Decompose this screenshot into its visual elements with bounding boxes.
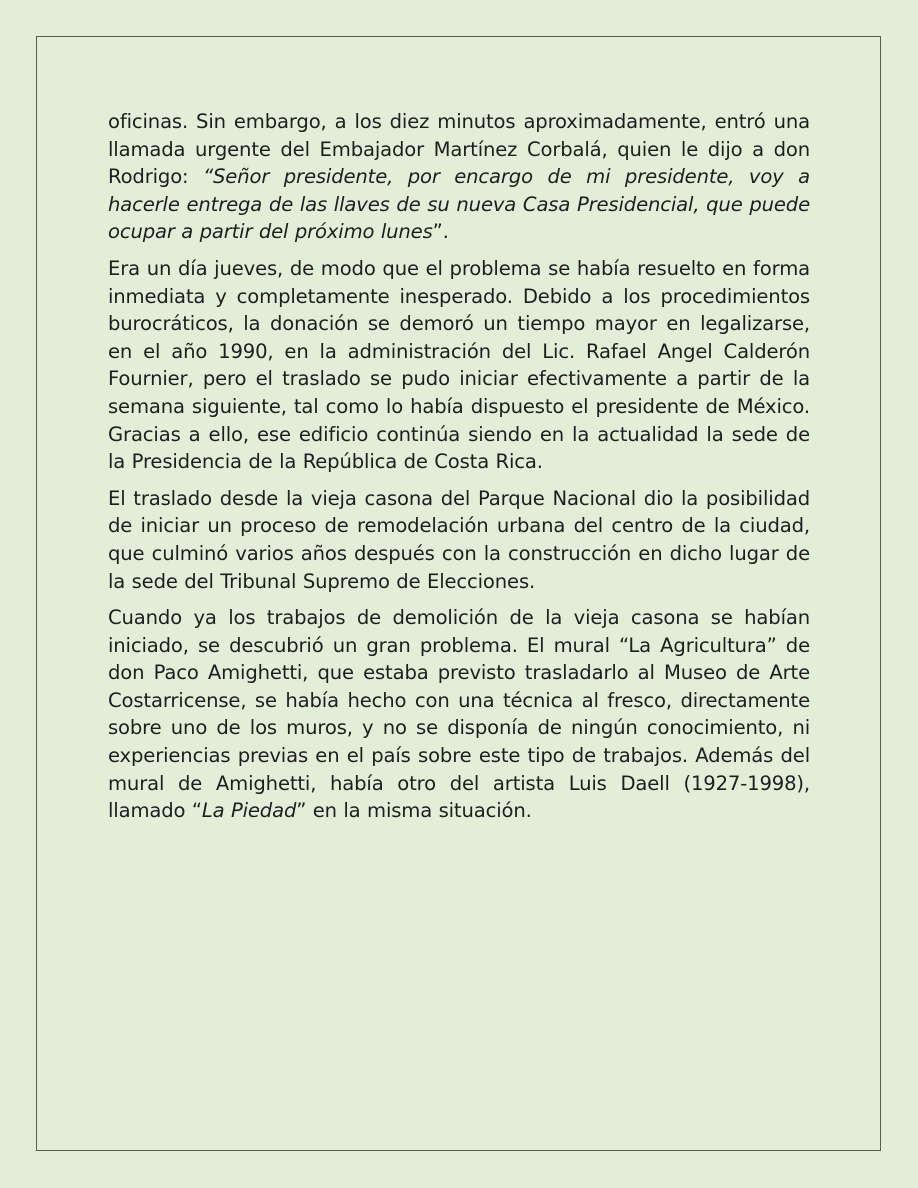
paragraph-3-text: El traslado desde la vieja casona del Parque Nacional dio la posibilidad de iniciar un proceso de remodelación urbana del centro de la ciudad, que culminó varios años después con la construcción en dicho lugar de la sede del Tribunal Supremo de Elecciones.	[108, 486, 810, 593]
paragraph-1	[108, 108, 810, 246]
paragraph-3	[108, 485, 810, 595]
paragraph-4	[108, 604, 810, 825]
document-body	[108, 108, 810, 834]
paragraph-1-end: ”.	[432, 220, 449, 244]
mural-title-la-piedad: La Piedad	[201, 799, 297, 823]
quote-embajador: “Señor presidente, por encargo de mi presidente, voy a hacerle entrega de las llaves de su nueva Casa Presidencial, que puede ocupar a partir del próximo lunes	[108, 165, 810, 244]
paragraph-4-end: ” en la misma situación.	[296, 799, 532, 823]
paragraph-1-text: oficinas. Sin embargo, a los diez minutos aproximadamente, entró una llamada urgente del Embajador Martínez Corbalá, quien le dijo a don Rodrigo:	[108, 110, 810, 189]
paragraph-4-text: Cuando ya los trabajos de demolición de la vieja casona se habían iniciado, se descubrió un gran problema. El mural “La Agricultura” de don Paco Amighetti, que estaba previsto trasladarlo al Museo de Arte Costarricense, se había hecho con una técnica al fresco, directamente sobre uno de los muros, y no se disponía de ningún conocimiento, ni experiencias previas en el país sobre este tipo de trabajos. Además del mural de Amighetti, había otro del artista Luis Daell (1927-1998), llamado “	[108, 606, 810, 823]
paragraph-2-text: Era un día jueves, de modo que el problema se había resuelto en forma inmediata y completamente inesperado. Debido a los procedimientos burocráticos, la donación se demoró un tiempo mayor en legalizarse, en el año 1990, en la administración del Lic. Rafael Angel Calderón Fournier, pero el traslado se pudo iniciar efectivamente a partir de la semana siguiente, tal como lo había dispuesto el presidente de México. Gracias a ello, ese edificio continúa siendo en la actualidad la sede de la Presidencia de la República de Costa Rica.	[108, 256, 810, 474]
paragraph-2	[108, 255, 810, 476]
